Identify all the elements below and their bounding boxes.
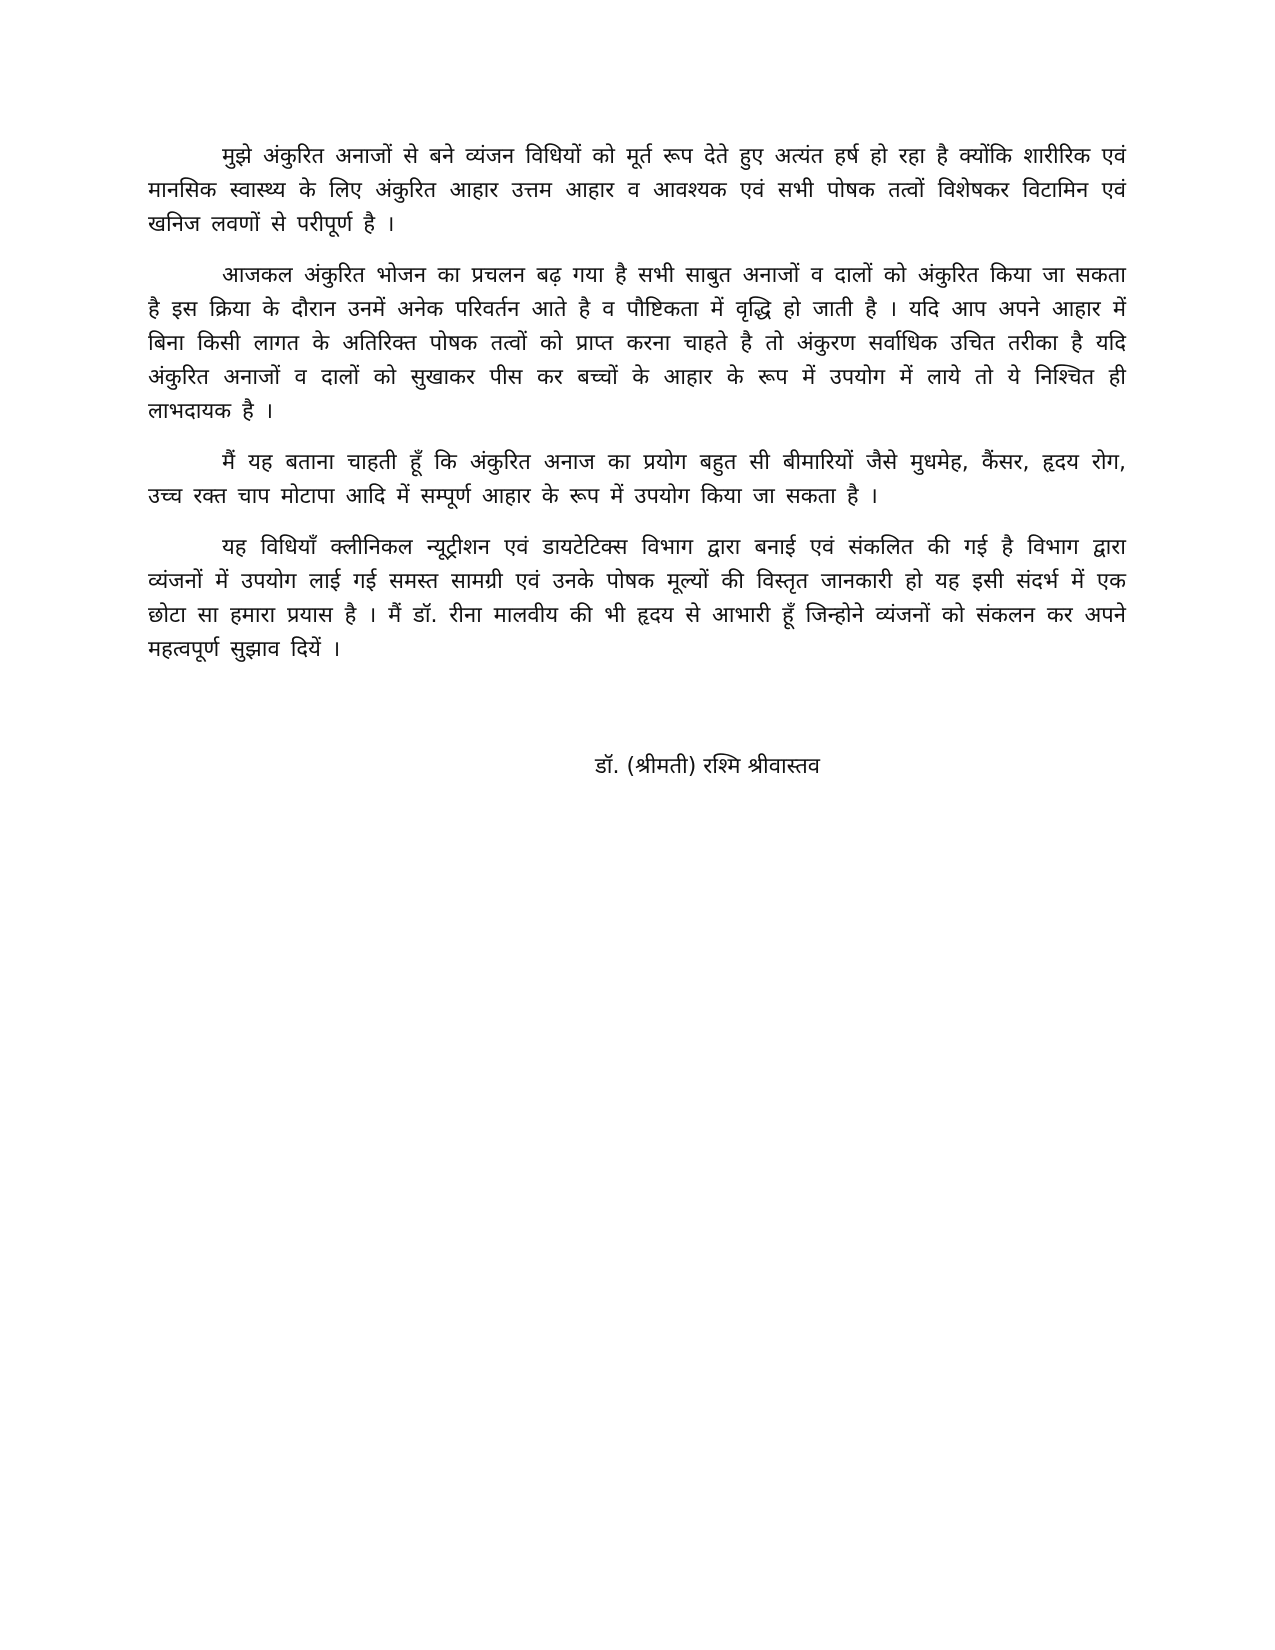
paragraph-health-benefits: मैं यह बताना चाहती हूँ कि अंकुरित अनाज का प्रयोग बहुत सी बीमारियों जैसे मुधमेह, कैंसर, हृदय रोग, उच्च रक्त चाप मोटापा आदि में सम्पूर्ण आहार के रूप में उपयोग किया जा सकता है । xyxy=(148,450,1126,509)
paragraph-sprouted-food-trend: आजकल अंकुरित भोजन का प्रचलन बढ़ गया है सभी साबुत अनाजों व दालों को अंकुरित किया जा सकता है इस क्रिया के दौरान उनमें अनेक परिवर्तन आते है व पौष्टिकता में वृद्धि हो जाती है । यदि आप अपने आहार में बिना किसी लागत के अतिरिक्त पोषक तत्वों को प्राप्त करना चाहते है तो अंकुरण सर्वाधिक उचित तरीका है यदि अंकुरित अनाजों व दालों को सुखाकर पीस कर बच्चों के आहार के रूप में उपयोग में लाये तो ये निश्चित ही लाभदायक है । xyxy=(148,263,1126,424)
document-body xyxy=(148,140,1126,684)
signature-name: डॉ. (श्रीमती) रश्मि श्रीवास्तव xyxy=(595,754,821,779)
paragraph-intro: मुझे अंकुरित अनाजों से बने व्यंजन विधियों को मूर्त रूप देते हुए अत्यंत हर्ष हो रहा है क्योंकि शारीरिक एवं मानसिक स्वास्थ्य के लिए अंकुरित आहार उत्तम आहार व आवश्यक एवं सभी पोषक तत्वों विशेषकर विटामिन एवं खनिज लवणों से परीपूर्ण है । xyxy=(148,144,1126,237)
paragraph-acknowledgement: यह विधियॉं क्लीनिकल न्यूट्रीशन एवं डायटेटिक्स विभाग द्वारा बनाई एवं संकलित की गई है विभाग द्वारा व्यंजनों में उपयोग लाई गई समस्त सामग्री एवं उनके पोषक मूल्यों की विस्तृत जानकारी हो यह इसी संदर्भ में एक छोटा सा हमारा प्रयास है । मैं डॉ. रीना मालवीय की भी हृदय से आभारी हूँ जिन्होने व्यंजनों को संकलन कर अपने महत्वपूर्ण सुझाव दियें । xyxy=(148,535,1126,662)
